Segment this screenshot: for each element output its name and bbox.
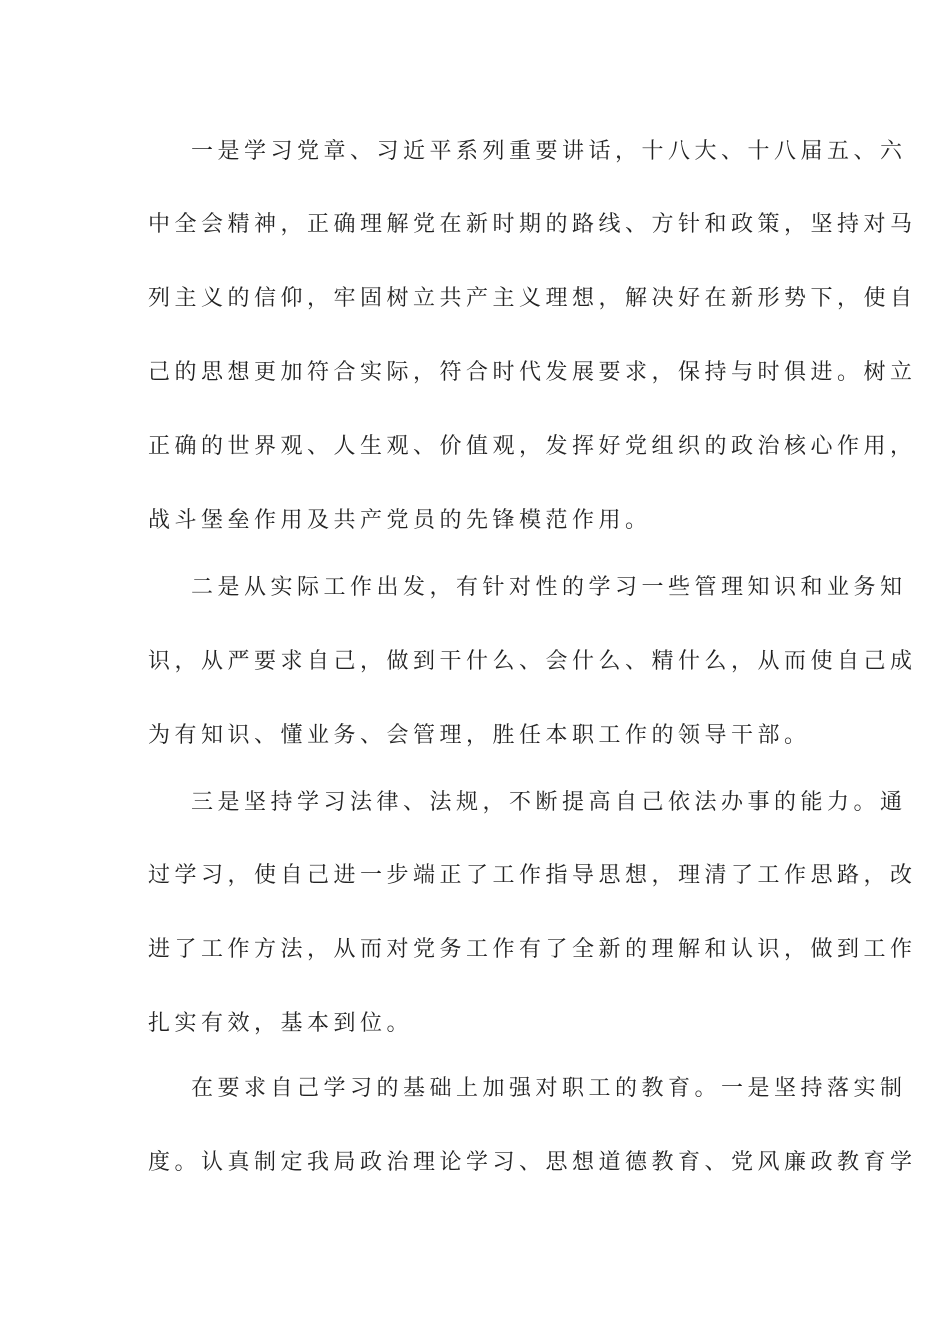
paragraph-1-line-5: 正确的世界观、人生观、价值观，发挥好党组织的政治核心作用， <box>148 434 917 459</box>
paragraph-1-line-2: 中全会精神，正确理解党在新时期的路线、方针和政策，坚持对马 <box>148 212 917 237</box>
paragraph-3-line-3: 进了工作方法，从而对党务工作有了全新的理解和认识，做到工作 <box>148 937 917 962</box>
paragraph-2-line-2: 识，从严要求自己，做到干什么、会什么、精什么，从而使自己成 <box>148 649 917 674</box>
paragraph-3-line-1: 三是坚持学习法律、法规，不断提高自己依法办事的能力。通 <box>191 790 907 815</box>
paragraph-3-line-4: 扎实有效，基本到位。 <box>148 1011 414 1036</box>
paragraph-3-line-2: 过学习，使自己进一步端正了工作指导思想，理清了工作思路，改 <box>148 863 917 888</box>
paragraph-1-line-6: 战斗堡垒作用及共产党员的先锋模范作用。 <box>148 508 652 533</box>
paragraph-1-line-4: 己的思想更加符合实际，符合时代发展要求，保持与时俱进。树立 <box>148 360 917 385</box>
paragraph-1-line-3: 列主义的信仰，牢固树立共产主义理想，解决好在新形势下，使自 <box>148 286 917 311</box>
paragraph-2-line-1: 二是从实际工作出发，有针对性的学习一些管理知识和业务知 <box>191 575 907 600</box>
paragraph-2-line-3: 为有知识、懂业务、会管理，胜任本职工作的领导干部。 <box>148 723 811 748</box>
paragraph-4-line-1: 在要求自己学习的基础上加强对职工的教育。一是坚持落实制 <box>191 1076 907 1101</box>
paragraph-4-line-2: 度。认真制定我局政治理论学习、思想道德教育、党风廉政教育学 <box>148 1150 917 1175</box>
paragraph-1-line-1: 一是学习党章、习近平系列重要讲话，十八大、十八届五、六 <box>191 139 907 164</box>
